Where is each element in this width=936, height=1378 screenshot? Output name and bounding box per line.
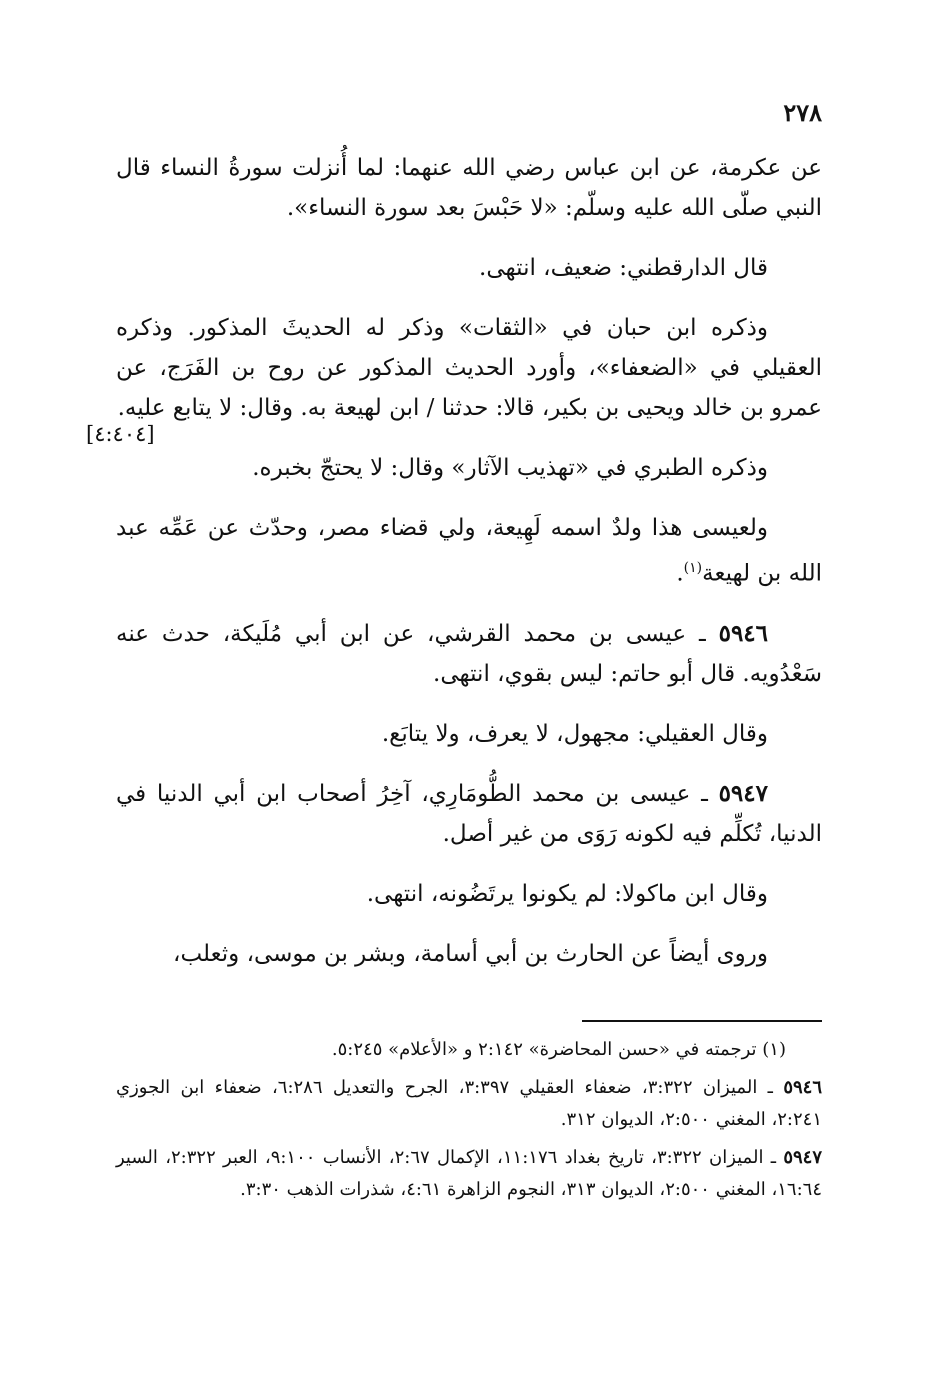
footnote [116,1034,822,1066]
source-entry-number: ٥٩٤٧ [783,1147,822,1168]
paragraph: قال الدارقطني: ضعيف، انتهى. [479,255,768,281]
entry-text: ـ عيسى بن محمد القرشي، عن ابن أبي مُلَيكة، حدث عنه سَعْدُويه. قال أبو حاتم: ليس بقوي، انتهى. [116,620,822,687]
entry-number: ٥٩٤٦ [718,619,769,647]
paragraph: وذكره ابن حبان في «الثقات» وذكر له الحديثَ المذكور. وذكره العقيلي في «الضعفاء»، وأورد الحديث المذكور عن روح بن الفَرَج، عن عمرو بن خالد ويحيى بن بكير، قالا: حدثنا / ابن لهيعة به. وقال: لا يتابع عليه. [116,315,822,421]
biography-entry [116,614,822,694]
entry-text: ـ عيسى بن محمد الطُّومَارِي، آخِرُ أصحاب ابن أبي الدنيا في الدنيا، تُكلِّم فيه لكونه رَوَى من غير أصل. [116,780,822,847]
footnotes [116,1034,822,1212]
source-text: ـ الميزان ٣:٣٢٢، تاريخ بغداد ١١:١٧٦، الإكمال ٢:٦٧، الأنساب ٩:١٠٠، العبر ٢:٣٢٢، السير ١٦:٦٤، المغني ٢:٥٠٠، الديوان ٣١٣، النجوم الزاهرة ٤:٦١، شذرات الذهب ٣:٣٠. [116,1147,822,1200]
paragraph: ولعيسى هذا ولدٌ اسمه لَهِيعة، ولي قضاء مصر، وحدّث عن عَمِّه عبد الله بن لهيعة$^{(١)}$. [116,515,822,587]
footnote-divider [582,1020,822,1022]
paragraph: وذكره الطبري في «تهذيب الآثار» وقال: لا يحتجّ بخبره. [252,455,768,481]
source-text: ـ الميزان ٣:٣٢٢، ضعفاء العقيلي ٣:٣٩٧، الجرح والتعديل ٦:٢٨٦، ضعفاء ابن الجوزي ٢:٢٤١، المغني ٢:٥٠٠، الديوان ٣١٢. [116,1077,822,1130]
source-entry-number: ٥٩٤٦ [783,1077,822,1098]
source-note [116,1072,822,1136]
paragraph: عن عكرمة، عن ابن عباس رضي الله عنهما: لما أُنزلت سورةُ النساء قال النبي صلّى الله عليه وسلّم: «لا حَبْسَ بعد سورة النساء». [116,155,822,221]
main-text [116,148,822,994]
entry-number: ٥٩٤٧ [718,779,768,807]
footnote-text: ترجمته في «حسن المحاضرة» ٢:١٤٢ و «الأعلام» ٥:٢٤٥. [331,1039,757,1060]
source-note [116,1142,822,1206]
paragraph: وقال العقيلي: مجهول، لا يعرف، ولا يتابَع. [381,720,768,747]
margin-reference: [٤:٤٠٤] [86,422,155,446]
footnote-marker: (١) [683,560,703,576]
footnote-marker: (١) [762,1039,786,1060]
page-number: ٢٧٨ [783,98,822,127]
paragraph-text: ولعيسى هذا ولدٌ اسمه لَهِيعة، ولي قضاء مصر، وحدّث عن عَمِّه عبد الله بن لهيعة [116,515,822,587]
paragraph: وروى أيضاً عن الحارث بن أبي أسامة، وبشر بن موسى، وثعلب، [173,940,768,967]
biography-entry [116,774,822,854]
paragraph: وقال ابن ماكولا: لم يكونوا يرتَضُونه، انتهى. [366,880,768,907]
